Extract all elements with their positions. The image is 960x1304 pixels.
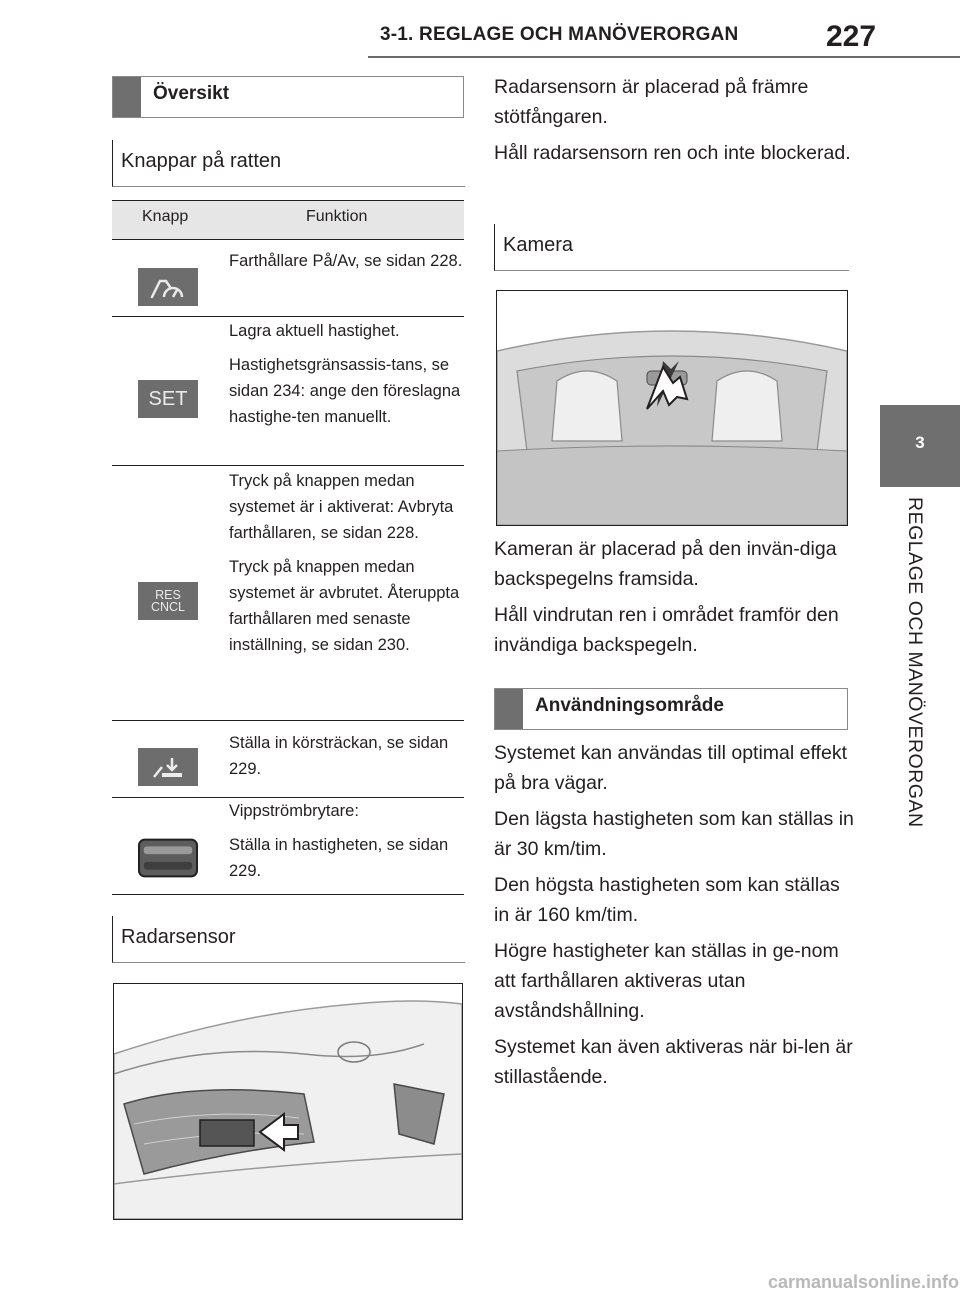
radar-subheading <box>112 916 465 963</box>
row-divider <box>112 720 464 721</box>
table-header <box>112 200 464 240</box>
function-text: Ställa in hastigheten, se sidan 229. <box>229 836 449 880</box>
body-paragraph: Den högsta hastigheten som kan ställas in är 160 km/tim. <box>494 874 840 926</box>
row-divider <box>112 465 464 466</box>
distance-icon <box>148 753 188 781</box>
usage-description <box>494 738 854 1098</box>
camera-subheading <box>494 224 849 271</box>
body-paragraph: Systemet kan även aktiveras när bi-len är stillastående. <box>494 1036 853 1088</box>
usage-heading <box>494 688 848 730</box>
function-text: Tryck på knappen medan systemet är avbrutet. Återuppta farthållaren med senaste inställning, se sidan 230. <box>229 558 460 654</box>
camera-subheading-text: Kamera <box>503 234 574 256</box>
cruise-control-button <box>138 268 198 306</box>
buttons-subheading-text: Knappar på ratten <box>121 150 282 172</box>
function-text: Lagra aktuell hastighet. <box>229 322 400 340</box>
radar-subheading-text: Radarsensor <box>121 926 236 948</box>
overview-heading <box>112 76 464 118</box>
section-title: 3-1. REGLAGE OCH MANÖVERORGAN <box>380 24 739 45</box>
body-paragraph: Håll radarsensorn ren och inte blockerad. <box>494 142 851 164</box>
header-rule <box>368 56 960 58</box>
row-divider <box>112 894 464 895</box>
heading-marker <box>495 689 523 729</box>
car-front-illustration <box>114 984 462 1219</box>
buttons-subheading <box>112 140 465 187</box>
overview-heading-text: Översikt <box>153 83 230 104</box>
function-text: Tryck på knappen medan systemet är i aktiverat: Avbryta farthållaren, se sidan 228. <box>229 472 454 542</box>
rocker-switch <box>138 838 198 878</box>
radar-description <box>494 72 854 174</box>
function-text: Vippströmbrytare: <box>229 802 359 820</box>
body-paragraph: Radarsensorn är placerad på främre stötfångaren. <box>494 76 809 128</box>
table-row <box>229 318 465 438</box>
camera-description <box>494 534 854 666</box>
body-paragraph: Håll vindrutan ren i området framför den invändiga backspegeln. <box>494 604 839 656</box>
heading-marker <box>113 77 141 117</box>
chapter-number: 3 <box>915 433 925 452</box>
cruise-control-icon <box>148 273 188 301</box>
function-text: Ställa in körsträckan, se sidan 229. <box>229 734 449 778</box>
radar-sensor-figure <box>113 983 463 1220</box>
body-paragraph: Högre hastigheter kan ställas in ge-nom att farthållaren aktiveras utan avståndshållning. <box>494 940 839 1022</box>
camera-figure <box>496 290 848 526</box>
chapter-label: REGLAGE OCH MANÖVERORGAN <box>904 497 926 828</box>
function-text: Hastighetsgränsassis-tans, se sidan 234: ange den föreslagna hastighe-ten manuellt. <box>229 356 461 426</box>
table-row <box>229 468 465 666</box>
table-row <box>229 248 465 282</box>
function-text: Farthållare På/Av, se sidan 228. <box>229 252 463 270</box>
usage-heading-text: Användningsområde <box>535 695 724 716</box>
distance-button <box>138 748 198 786</box>
column-header-button: Knapp <box>142 208 189 225</box>
column-header-function: Funktion <box>306 208 368 225</box>
cncl-label: CNCL <box>150 600 186 614</box>
row-divider <box>112 316 464 317</box>
table-row <box>229 730 465 790</box>
watermark: carmanualsonline.info <box>768 1272 960 1292</box>
table-row <box>229 798 465 892</box>
res-label: RES <box>155 588 181 602</box>
body-paragraph: Den lägsta hastigheten som kan ställas in är 30 km/tim. <box>494 808 854 860</box>
page-number: 227 <box>826 20 877 53</box>
car-interior-illustration <box>497 291 847 525</box>
body-paragraph: Kameran är placerad på den invän-diga backspegelns framsida. <box>494 538 837 590</box>
res-cncl-button <box>138 582 198 620</box>
set-button-label: SET <box>148 387 188 410</box>
rocker-switch-icon <box>138 838 198 878</box>
body-paragraph: Systemet kan användas till optimal effekt på bra vägar. <box>494 742 847 794</box>
set-button <box>138 380 198 418</box>
